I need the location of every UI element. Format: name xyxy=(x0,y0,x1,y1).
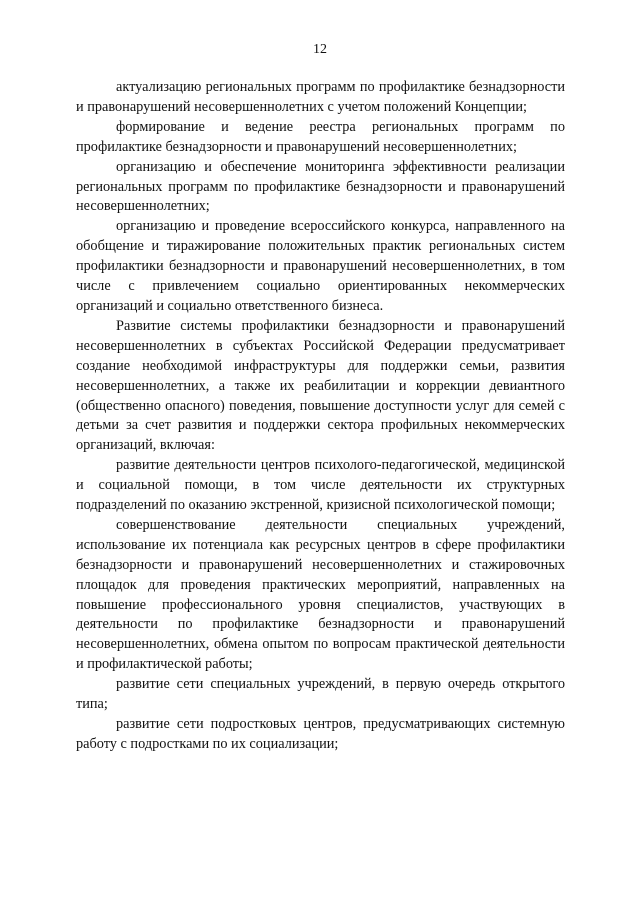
paragraph-registry: формирование и ведение реестра региональных программ по профилактике безнадзорности и правонарушений несовершеннолетних; xyxy=(76,118,565,155)
paragraph-system-development: Развитие системы профилактики безнадзорности и правонарушений несовершеннолетних в субъектах Российской Федерации предусматривает создание необходимой инфраструктуры для поддержки семьи, развития несовершеннолетних, а также их реабилитации и коррекции девиантного (общественно опасного) поведения, повышение доступности услуг для семей с детьми за счет развития и поддержки сектора профильных некоммерческих организаций, включая: xyxy=(76,317,565,454)
paragraph-teen-centers: развитие сети подростковых центров, предусматривающих системную работу с подростками по их социализации; xyxy=(76,716,565,752)
paragraph-monitoring: организацию и обеспечение мониторинга эффективности реализации региональных программ по профилактике безнадзорности и правонарушений несовершеннолетних; xyxy=(76,158,565,215)
paragraph-contest: организацию и проведение всероссийского конкурса, направленного на обобщение и тиражирование положительных практик региональных систем профилактики безнадзорности и правонарушений несовершеннолетних, в том числе с привлечением социально ориентированных некоммерческих организаций и социально ответственного бизнеса. xyxy=(76,218,565,314)
paragraph-special-institutions: совершенствование деятельности специальных учреждений, использование их потенциала как ресурсных центров в сфере профилактики безнадзорности и правонарушений несовершеннолетних и стажировочных площадок для проведения практических мероприятий, направленных на повышение профессионального уровня специалистов, участвующих в деятельности по профилактике безнадзорности и правонарушений несовершеннолетних, обмена опытом по вопросам практической деятельности и профилактической работы; xyxy=(76,516,565,673)
paragraph-open-type-network: развитие сети специальных учреждений, в первую очередь открытого типа; xyxy=(76,676,565,713)
paragraph-centers: развитие деятельности центров психолого-педагогической, медицинской и социальной помощи, в том числе деятельности их структурных подразделений по оказанию экстренной, кризисной психологической помощи; xyxy=(76,457,565,514)
document-body xyxy=(76,78,565,755)
page-number: 12 xyxy=(313,42,327,57)
paragraph-actualization: актуализацию региональных программ по профилактике безнадзорности и правонарушений несовершеннолетних с учетом положений Концепции; xyxy=(76,79,565,115)
